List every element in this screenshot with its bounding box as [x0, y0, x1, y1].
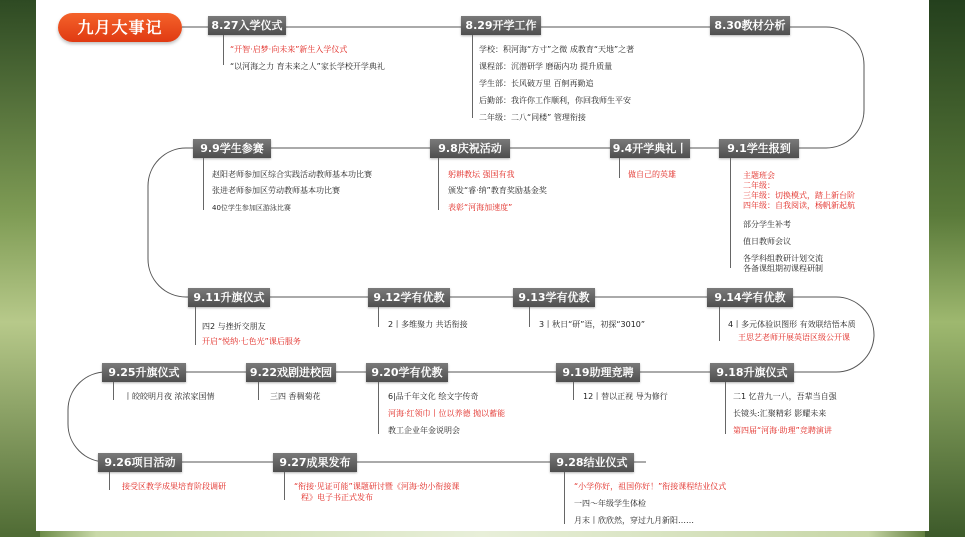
row4-connector	[68, 372, 646, 462]
event-item: 四年级：自我阅读，杨帆新起航	[743, 201, 855, 210]
forest-background-left	[0, 0, 40, 537]
bracket-line	[725, 382, 726, 434]
bracket-line	[619, 158, 620, 178]
event-item: 做自己的英雄	[628, 170, 676, 179]
bracket-line	[113, 382, 114, 400]
event-item: 部分学生补考	[743, 220, 791, 229]
event-item: 各学科组教研计划交流	[743, 254, 823, 263]
bracket-line	[438, 158, 439, 210]
event-item: “以河海之力 育未来之人”家长学校开学典礼	[230, 62, 385, 71]
date-label-9-12: 9.12学有优教	[368, 288, 450, 307]
event-item: 二年级：二八“同楼” 管理衔接	[479, 113, 586, 122]
event-item: 学校：积河海“方寸”之微 成教育“天地”之著	[479, 45, 635, 54]
event-item: 各备课组期初课程研制	[743, 264, 823, 273]
event-item: 学生部：长风破万里 百舸再勤追	[479, 79, 594, 88]
date-label-9-28: 9.28结业仪式	[550, 453, 634, 472]
event-item: 2丨多维聚力 共话衔接	[388, 320, 468, 329]
event-item: 表彰“河海加速度”	[448, 203, 513, 212]
event-item: 王思艺老师开展英语区级公开课	[738, 333, 850, 342]
date-label-9-19: 9.19助理竞聘	[556, 363, 640, 382]
bracket-line	[472, 35, 473, 118]
timeline-card	[36, 0, 929, 531]
event-item: 赵阳老师参加区综合实践活动教师基本功比赛	[212, 170, 372, 179]
date-label-9-8: 9.8庆祝活动	[430, 139, 510, 158]
event-item: 6|品千年文化 绘文字传奇	[388, 392, 479, 401]
date-label-8-27: 8.27入学仪式	[208, 16, 286, 35]
event-item: 接受区教学成果培育阶段调研	[122, 482, 226, 491]
date-label-9-11: 9.11升旗仪式	[188, 288, 270, 307]
event-item: 3丨秋日“研”语，初探“3010”	[539, 320, 646, 329]
forest-background-right	[925, 0, 965, 537]
event-item: 第四届“河海·助理”竞聘演讲	[733, 426, 832, 435]
date-label-8-30: 8.30教材分析	[710, 16, 790, 35]
date-label-9-9: 9.9学生参赛	[193, 139, 271, 158]
event-item: 颁发“睿·纳”教育奖励基金奖	[448, 186, 547, 195]
bracket-line	[223, 35, 224, 65]
event-item: 二年级：	[743, 181, 775, 190]
date-label-9-13: 9.13学有优教	[513, 288, 595, 307]
bracket-line	[730, 158, 731, 268]
event-item: “开智·启梦·向未来”新生入学仪式	[230, 45, 348, 54]
date-label-9-20: 9.20学有优教	[366, 363, 448, 382]
event-item: 12丨替以正视 导为修行	[583, 392, 668, 401]
event-item: 课程部：沉潜研学 磨砺内功 提升质量	[479, 62, 613, 71]
event-item: 一四～年级学生体检	[574, 499, 646, 508]
event-item: “小学你好，祖国你好！”衔接课程结业仪式	[574, 482, 727, 491]
bracket-line	[564, 472, 565, 524]
date-label-9-14: 9.14学有优教	[707, 288, 793, 307]
bracket-line	[529, 307, 530, 327]
bracket-line	[203, 158, 204, 210]
event-item: 四2 与挫折交朋友	[202, 322, 266, 331]
event-item: 4丨多元体验识图形 有效联结悟本质	[728, 320, 856, 329]
event-item: 长镜头:汇聚精彩 影耀未来	[733, 409, 827, 418]
bracket-line	[378, 382, 379, 434]
event-item: 值日教师会议	[743, 237, 791, 246]
bracket-line	[258, 382, 259, 400]
bracket-line	[378, 307, 379, 327]
page-title: 九月大事记	[58, 13, 182, 42]
bracket-line	[719, 307, 720, 341]
bracket-line	[284, 472, 285, 500]
event-item: 开启“悦纳·七色光”课后服务	[202, 337, 301, 346]
event-item: 二1 忆昔九一八，吾辈当自强	[733, 392, 837, 401]
event-item: 丨皎皎明月夜 浓浓家国情	[124, 392, 215, 401]
event-item: 张进老师参加区劳动教师基本功比赛	[212, 186, 340, 195]
event-item: 三四 香稠菊花	[270, 392, 321, 401]
event-item: 三年级：切换模式，踏上新台阶	[743, 191, 855, 200]
date-label-9-25: 9.25升旗仪式	[102, 363, 186, 382]
event-item: “衔接·见证可能”课题研讨暨《河海·幼小衔接课	[294, 482, 460, 491]
bracket-line	[573, 382, 574, 400]
event-item: 后勤部：我许你工作顺利，你回我师生平安	[479, 96, 631, 105]
event-item: 主题班会	[743, 171, 775, 180]
event-item: 月末丨欣欣然，穿过九月新阳……	[574, 516, 694, 525]
event-item: 躬耕教坛 强国有我	[448, 170, 515, 179]
event-item: 河海·红领巾丨位以养德 抛以蓄能	[388, 409, 506, 418]
date-label-9-22: 9.22戏剧进校园	[246, 363, 336, 382]
date-label-9-18: 9.18升旗仪式	[710, 363, 794, 382]
date-label-9-4: 9.4开学典礼丨	[610, 139, 690, 158]
event-item: 教工企业年金说明会	[388, 426, 460, 435]
bracket-line	[195, 307, 196, 345]
event-item: 40位学生参加区游泳比赛	[212, 204, 291, 212]
date-label-9-27: 9.27成果发布	[273, 453, 357, 472]
date-label-8-29: 8.29开学工作	[461, 16, 541, 35]
date-label-9-26: 9.26项目活动	[98, 453, 182, 472]
bracket-line	[109, 472, 110, 490]
event-item: 程》电子书正式发布	[301, 493, 373, 502]
date-label-9-1: 9.1学生报到	[719, 139, 799, 158]
